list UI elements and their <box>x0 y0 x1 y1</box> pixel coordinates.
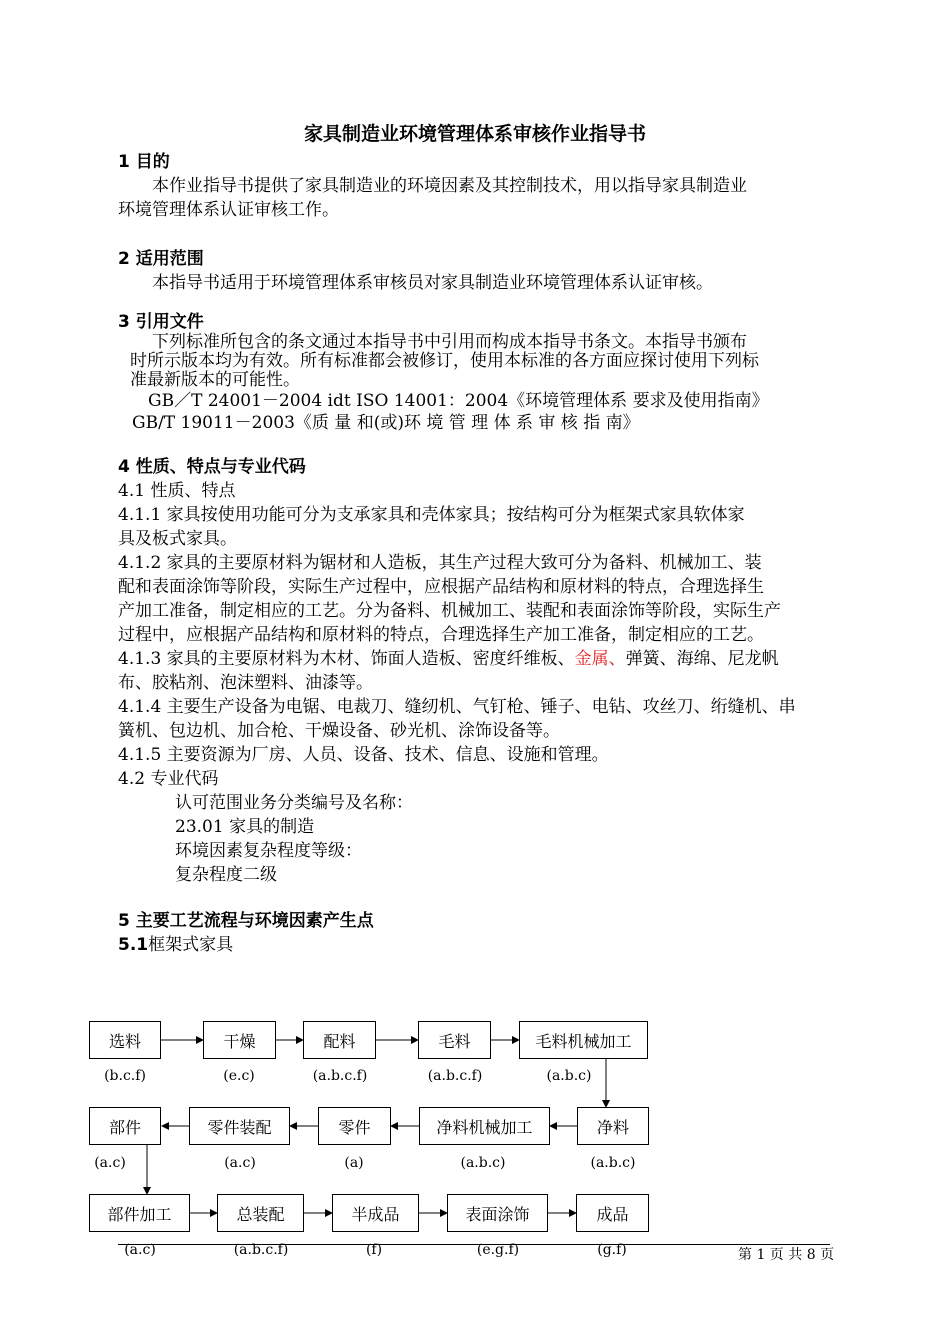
section-1-text: 本作业指导书提供了家具制造业的环境因素及其控制技术，用以指导家具制造业 <box>152 176 747 196</box>
clause-4-2-text: 复杂程度二级 <box>175 865 277 885</box>
clause-4-1-2: 4.1.2 家具的主要原材料为锯材和人造板，其生产过程大致可分为备料、机械加工、装 <box>118 553 762 573</box>
env-factor-code: (a.b.c.f) <box>312 1068 368 1084</box>
env-factor-code: (a.b.c.f) <box>233 1242 289 1258</box>
subsection-title: 框架式家具 <box>148 935 234 955</box>
flow-step-net-material: 净料 <box>577 1107 649 1145</box>
clause-4-1-1: 4.1.1 家具按使用功能可分为支承家具和壳体家具；按结构可分为框架式家具软体家 <box>118 505 745 525</box>
flow-step-final-assembly: 总装配 <box>217 1194 304 1232</box>
flow-step-surface-finishing: 表面涂饰 <box>447 1194 548 1232</box>
clause-4-2-heading: 4.2 专业代码 <box>118 769 219 789</box>
clause-4-2-text: 23.01 家具的制造 <box>175 817 315 837</box>
env-factor-code: (a.b.c) <box>546 1068 592 1084</box>
env-factor-code: (g.f) <box>597 1242 627 1258</box>
flow-step-semi-finished: 半成品 <box>332 1194 419 1232</box>
flow-step-batching: 配料 <box>303 1021 376 1059</box>
env-factor-code: (a.c) <box>124 1242 156 1258</box>
document-title: 家具制造业环境管理体系审核作业指导书 <box>303 123 646 145</box>
env-factor-code: (a) <box>344 1155 364 1171</box>
section-3-text: 准最新版本的可能性。 <box>130 370 300 390</box>
section-2-text: 本指导书适用于环境管理体系审核员对家具制造业环境管理体系认证审核。 <box>152 273 713 293</box>
reference-item: GB／T 24001－2004 idt ISO 14001：2004《环境管理体系 要求及使用指南》 <box>148 391 769 411</box>
env-factor-code: (a.b.c) <box>460 1155 506 1171</box>
clause-4-1-2: 产加工准备，制定相应的工艺。分为备料、机械加工、装配和表面涂饰等阶段，实际生产 <box>118 601 781 621</box>
highlighted-text: 金属、 <box>574 649 626 669</box>
clause-4-1-4: 4.1.4 主要生产设备为电锯、电裁刀、缝纫机、气钉枪、锤子、电钻、攻丝刀、绗缝机、串 <box>118 697 796 717</box>
clause-4-1-5: 4.1.5 主要资源为厂房、人员、设备、技术、信息、设施和管理。 <box>118 745 609 765</box>
flow-step-component-processing: 部件加工 <box>89 1194 190 1232</box>
env-factor-code: (e.c) <box>223 1068 255 1084</box>
flow-step-rough-material: 毛料 <box>418 1021 491 1059</box>
clause-4-2-text: 认可范围业务分类编号及名称： <box>175 793 413 813</box>
flow-step-component: 部件 <box>89 1107 161 1145</box>
clause-4-1-heading: 4.1 性质、特点 <box>118 481 236 501</box>
clause-4-1-3: 布、胶粘剂、泡沫塑料、油漆等。 <box>118 673 373 693</box>
flow-step-part-assembly: 零件装配 <box>189 1107 290 1145</box>
clause-4-1-4: 簧机、包边机、加合枪、干燥设备、砂光机、涂饰设备等。 <box>118 721 560 741</box>
flow-step-rough-machining: 毛料机械加工 <box>519 1021 648 1059</box>
section-2-heading: 2 适用范围 <box>118 249 204 269</box>
footer-rule <box>118 1244 830 1245</box>
section-1-heading: 1 目的 <box>118 152 170 172</box>
section-3-text: 下列标准所包含的条文通过本指导书中引用而构成本指导书条文。本指导书颁布 <box>152 332 747 352</box>
env-factor-code: (f) <box>365 1242 383 1258</box>
env-factor-code: (b.c.f) <box>104 1068 146 1084</box>
clause-4-2-text: 环境因素复杂程度等级： <box>175 841 362 861</box>
subsection-number: 5.1 <box>118 935 149 955</box>
section-5-heading: 5 主要工艺流程与环境因素产生点 <box>118 911 374 931</box>
env-factor-code: (e.g.f) <box>476 1242 520 1258</box>
section-3-text: 时所示版本均为有效。所有标准都会被修订，使用本标准的各方面应探讨使用下列标 <box>130 351 759 371</box>
section-4-heading: 4 性质、特点与专业代码 <box>118 457 306 477</box>
flow-step-net-machining: 净料机械加工 <box>419 1107 550 1145</box>
section-3-heading: 3 引用文件 <box>118 312 204 332</box>
section-1-text: 环境管理体系认证审核工作。 <box>118 200 339 220</box>
clause-text: 4.1.3 家具的主要原材料为木材、饰面人造板、密度纤维板、 <box>118 649 575 669</box>
env-factor-code: (a.c) <box>94 1155 126 1171</box>
flow-step-part: 零件 <box>318 1107 391 1145</box>
clause-4-1-1: 具及板式家具。 <box>118 529 237 549</box>
flow-step-select-material: 选料 <box>89 1021 161 1059</box>
page-number: 第 1 页 共 8 页 <box>738 1247 835 1263</box>
reference-item: GB/T 19011－2003《质 量 和(或)环 境 管 理 体 系 审 核 指 南》 <box>132 413 640 433</box>
flow-step-drying: 干燥 <box>203 1021 276 1059</box>
env-factor-code: (a.b.c.f) <box>427 1068 483 1084</box>
clause-4-1-2: 配和表面涂饰等阶段，实际生产过程中，应根据产品结构和原材料的特点，合理选择生 <box>118 577 764 597</box>
env-factor-code: (a.b.c) <box>590 1155 636 1171</box>
clause-4-1-2: 过程中，应根据产品结构和原材料的特点，合理选择生产加工准备，制定相应的工艺。 <box>118 625 764 645</box>
clause-text: 弹簧、海绵、尼龙帆 <box>625 649 779 669</box>
env-factor-code: (a.c) <box>224 1155 256 1171</box>
flow-step-finished-product: 成品 <box>576 1194 649 1232</box>
